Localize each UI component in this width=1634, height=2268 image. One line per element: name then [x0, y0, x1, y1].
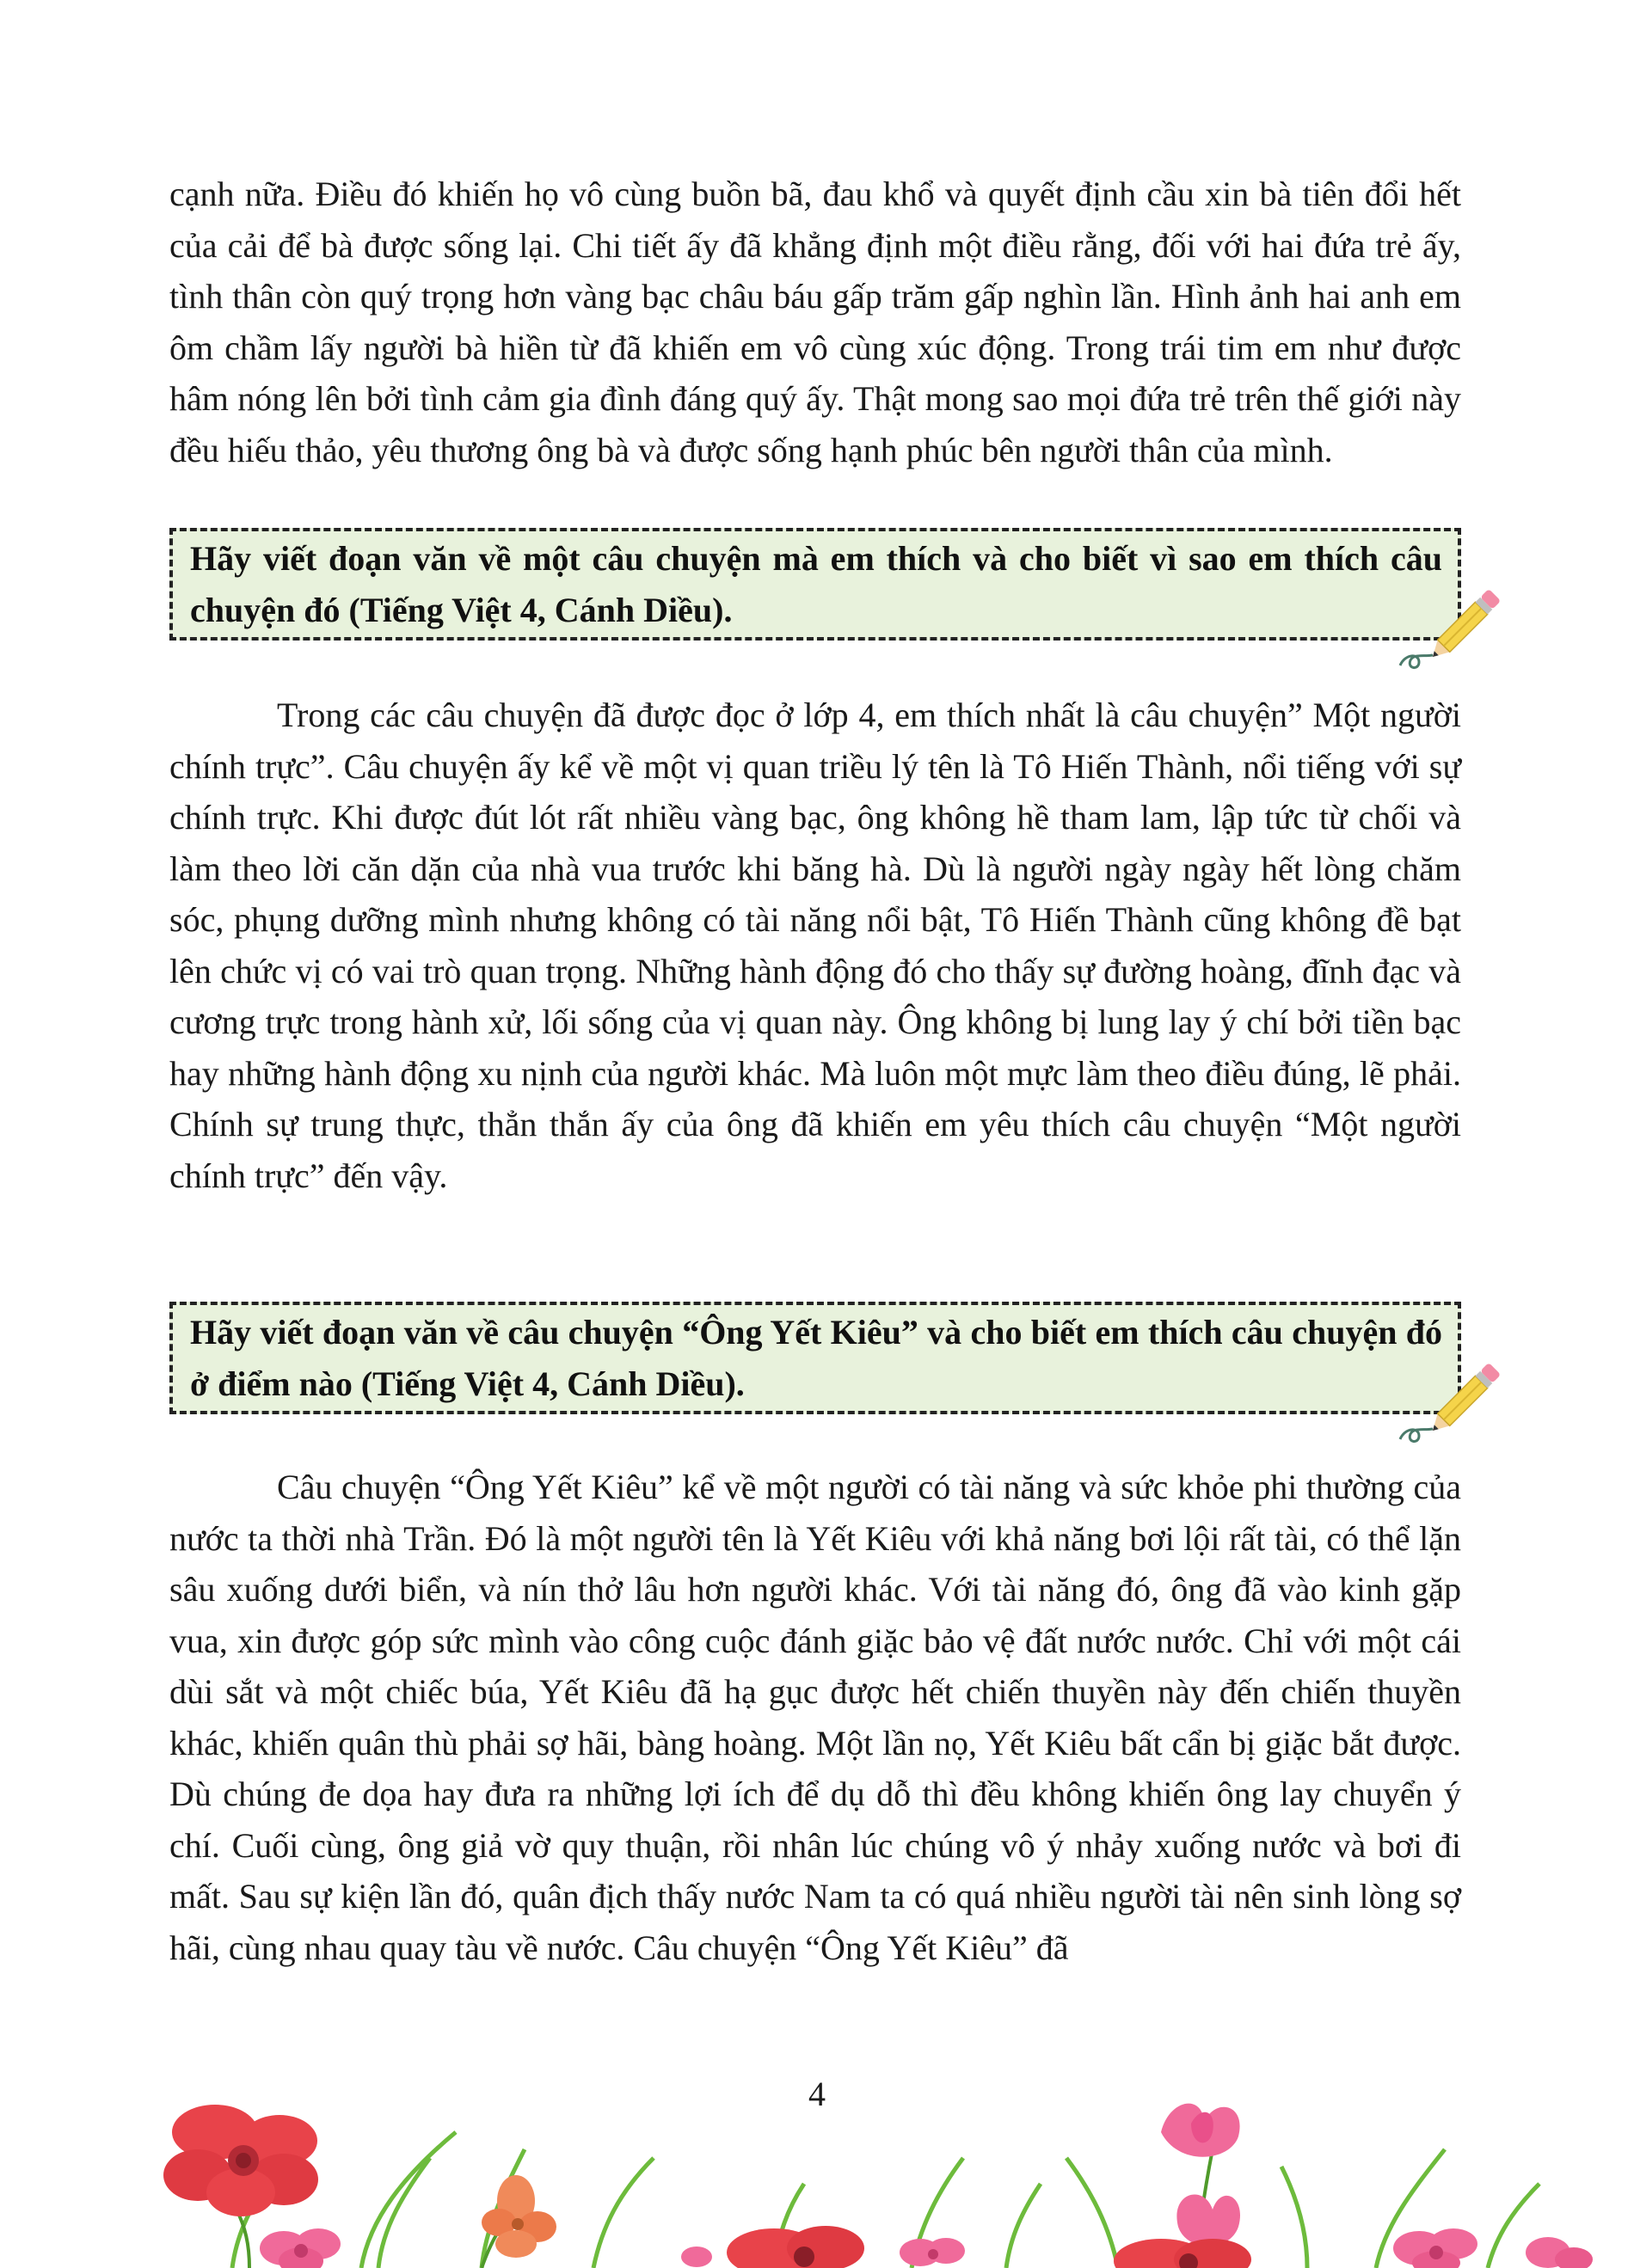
prompt-1-text: Hãy viết đoạn văn về một câu chuyện mà em thích và cho biết vì sao em thích câu chuyện đó (Tiếng Việt 4, Cánh Diều).	[190, 539, 1442, 629]
page-number: 4	[808, 2075, 826, 2113]
prompt-2-text: Hãy viết đoạn văn về câu chuyện “Ông Yết Kiêu” và cho biết em thích câu chuyện đó ở điểm nào (Tiếng Việt 4, Cánh Diều).	[190, 1313, 1442, 1403]
paragraph-3: Câu chuyện “Ông Yết Kiêu” kể về một người có tài năng và sức khỏe phi thường của nước ta thời nhà Trần. Đó là một người tên là Yết Kiêu với khả năng bơi lội rất tài, có thể lặn sâu xuống dưới biển, và nín thở lâu hơn người khác. Với tài năng đó, ông đã vào kinh gặp vua, xin được góp sức mình vào công cuộc đánh giặc bảo vệ đất nước nước. Chỉ với một cái dùi sắt và một chiếc búa, Yết Kiêu đã hạ gục được hết chiến thuyền này đến chiến thuyền khác, khiến quân thù phải sợ hãi, bàng hoàng. Một lần nọ, Yết Kiêu bất cẩn bị giặc bắt được. Dù chúng đe dọa hay đưa ra những lợi ích để dụ dỗ thì đều không khiến ông lay chuyển ý chí. Cuối cùng, ông giả vờ quy thuận, rồi nhân lúc chúng vô ý nhảy xuống nước và bơi đi mất. Sau sự kiện lần đó, quân địch thấy nước Nam ta có quá nhiều người tài nên sinh lòng sợ hãi, cùng nhau quay tàu về nước. Câu chuyện “Ông Yết Kiêu” đã	[169, 1468, 1461, 1967]
prompt-box-1	[169, 528, 1461, 641]
flower-red-right	[1114, 2239, 1251, 2268]
flower-border	[0, 2098, 1634, 2268]
grass-blades	[232, 2132, 1539, 2268]
prompt-box-2	[169, 1302, 1461, 1414]
pencil-icon	[1398, 581, 1510, 676]
flower-tulip-right	[1161, 2104, 1240, 2247]
pencil-icon	[1398, 1355, 1510, 1450]
paragraph-1: cạnh nữa. Điều đó khiến họ vô cùng buồn bã, đau khổ và quyết định cầu xin bà tiên đổi hết của cải để bà được sống lại. Chi tiết ấy đã khẳng định một điều rằng, đối với hai đứa trẻ ấy, tình thân còn quý trọng hơn vàng bạc châu báu gấp trăm gấp nghìn lần. Hình ảnh hai anh em ôm chầm lấy người bà hiền từ đã khiến em vô cùng xúc động. Trong trái tim em như được hâm nóng lên bởi tình cảm gia đình đáng quý ấy. Thật mong sao mọi đứa trẻ trên thế giới này đều hiếu thảo, yêu thương ông bà và được sống hạnh phúc bên người thân của mình.	[169, 175, 1461, 469]
flower-red-center	[727, 2226, 864, 2268]
paragraph-2: Trong các câu chuyện đã được đọc ở lớp 4, em thích nhất là câu chuyện” Một người chính trực”. Câu chuyện ấy kể về một vị quan triều lý tên là Tô Hiến Thành, nổi tiếng với sự chính trực. Khi được đút lót rất nhiều vàng bạc, ông không hề tham lam, lập tức từ chối và làm theo lời căn dặn của nhà vua trước khi băng hà. Dù là người ngày ngày hết lòng chăm sóc, phụng dưỡng mình nhưng không có tài năng nổi bật, Tô Hiến Thành cũng không đề bạt lên chức vị có vai trò quan trọng. Những hành động đó cho thấy sự đường hoàng, đĩnh đạc và cương trực trong hành xử, lối sống của vị quan này. Ông không bị lung lay ý chí bởi tiền bạc hay những hành động xu nịnh của người khác. Mà luôn một mực làm theo điều đúng, lẽ phải. Chính sự trung thực, thẳn thắn ấy của ông đã khiến em yêu thích câu chuyện “Một người chính trực” đến vậy.	[169, 696, 1461, 1195]
flower-orange	[482, 2175, 556, 2258]
flower-red-left	[163, 2105, 318, 2216]
flower-pink-left	[260, 2228, 341, 2268]
